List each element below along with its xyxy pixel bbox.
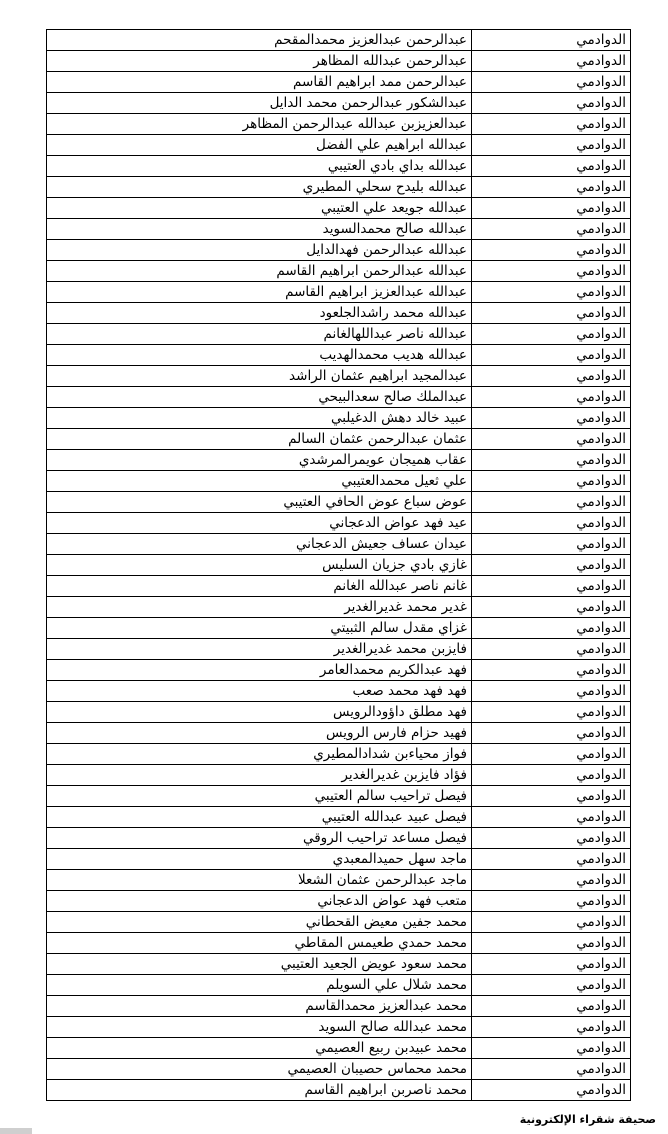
city-cell: الدوادمي [472,828,631,849]
table-row [47,156,631,177]
table-row [47,870,631,891]
city-cell: الدوادمي [472,744,631,765]
name-cell: علي ثعيل محمدالعتيبي [47,471,472,492]
name-cell: محمد عبيدبن ربيع العصيمي [47,1038,472,1059]
city-cell: الدوادمي [472,513,631,534]
name-cell: محمد سعود عويض الجعيد العتيبي [47,954,472,975]
name-cell: عبدالله ابراهيم علي الفضل [47,135,472,156]
table-row [47,51,631,72]
table-row [47,324,631,345]
city-cell: الدوادمي [472,1080,631,1101]
city-cell: الدوادمي [472,891,631,912]
name-cell: عثمان عبدالرحمن عثمان السالم [47,429,472,450]
city-cell: الدوادمي [472,534,631,555]
table-row [47,429,631,450]
city-cell: الدوادمي [472,870,631,891]
city-cell: الدوادمي [472,366,631,387]
city-cell: الدوادمي [472,282,631,303]
city-cell: الدوادمي [472,849,631,870]
name-cell: غزاي مقدل سالم الثبيتي [47,618,472,639]
city-cell: الدوادمي [472,975,631,996]
table-row [47,807,631,828]
name-cell: عبدالرحمن عبدالله المظاهر [47,51,472,72]
name-cell: فيصل تراحيب سالم العتيبي [47,786,472,807]
name-cell: محمد حمدي طعيمس المقاطي [47,933,472,954]
table-row [47,471,631,492]
name-cell: فؤاد فايزبن غديرالغدير [47,765,472,786]
table-row [47,639,631,660]
name-cell: فيصل مساعد تراحيب الروقي [47,828,472,849]
city-cell: الدوادمي [472,303,631,324]
name-cell: محمد جفين معيض القحطاني [47,912,472,933]
city-cell: الدوادمي [472,576,631,597]
name-cell: محمد ناصربن ابراهيم القاسم [47,1080,472,1101]
name-cell: عوض سباع عوض الحافي العتيبي [47,492,472,513]
name-cell: عبدالله هديب محمدالهديب [47,345,472,366]
name-cell: عبدالمجيد ابراهيم عثمان الراشد [47,366,472,387]
name-cell: ماجد عبدالرحمن عثمان الشعلا [47,870,472,891]
name-cell: فهد فهد محمد صعب [47,681,472,702]
table-row [47,660,631,681]
table-row [47,702,631,723]
name-cell: محمد عبدالله صالح السويد [47,1017,472,1038]
table-row [47,387,631,408]
table-row [47,261,631,282]
city-cell: الدوادمي [472,933,631,954]
table-row [47,1017,631,1038]
name-cell: فهيد حزام فارس الرويس [47,723,472,744]
table-row [47,534,631,555]
table-row [47,450,631,471]
city-cell: الدوادمي [472,996,631,1017]
city-cell: الدوادمي [472,723,631,744]
city-cell: الدوادمي [472,114,631,135]
city-cell: الدوادمي [472,387,631,408]
name-cell: غانم ناصر عبدالله الغانم [47,576,472,597]
table-row [47,681,631,702]
name-cell: محمد شلال علي السويلم [47,975,472,996]
name-cell: عبدالله عبدالرحمن فهدالدايل [47,240,472,261]
name-cell: عيدان عساف جعيش الدعجاني [47,534,472,555]
table-row [47,912,631,933]
table-row [47,93,631,114]
table-row [47,492,631,513]
table-row [47,828,631,849]
names-sheet [46,29,626,1101]
table-row [47,1080,631,1101]
name-cell: فهد عبدالكريم محمدالعامر [47,660,472,681]
name-cell: عبدالله جويعد علي العتيبي [47,198,472,219]
city-cell: الدوادمي [472,492,631,513]
name-cell: عيد فهد عواض الدعجاني [47,513,472,534]
name-cell: عبدالعزيزبن عبدالله عبدالرحمن المظاهر [47,114,472,135]
name-cell: عبدالملك صالح سعدالبيحي [47,387,472,408]
city-cell: الدوادمي [472,681,631,702]
table-row [47,975,631,996]
name-cell: عبدالرحمن عبدالعزيز محمدالمقحم [47,30,472,51]
city-cell: الدوادمي [472,93,631,114]
city-cell: الدوادمي [472,450,631,471]
table-row [47,786,631,807]
name-cell: محمد عبدالعزيز محمدالقاسم [47,996,472,1017]
table-row [47,366,631,387]
table-row [47,933,631,954]
table-row [47,555,631,576]
table-row [47,114,631,135]
city-cell: الدوادمي [472,408,631,429]
table-row [47,135,631,156]
city-cell: الدوادمي [472,954,631,975]
city-cell: الدوادمي [472,555,631,576]
name-cell: محمد محماس حصيبان العصيمي [47,1059,472,1080]
city-cell: الدوادمي [472,51,631,72]
city-cell: الدوادمي [472,240,631,261]
table-row [47,345,631,366]
table-row [47,177,631,198]
city-cell: الدوادمي [472,807,631,828]
table-row [47,576,631,597]
table-row [47,1038,631,1059]
name-cell: عبيد خالد دهش الدغيلبي [47,408,472,429]
table-row [47,240,631,261]
city-cell: الدوادمي [472,702,631,723]
city-cell: الدوادمي [472,618,631,639]
name-cell: ماجد سهل حميدالمعبدي [47,849,472,870]
city-cell: الدوادمي [472,1017,631,1038]
name-cell: عبدالله محمد راشدالجلعود [47,303,472,324]
name-cell: فهد مطلق داؤودالرويس [47,702,472,723]
table-row [47,765,631,786]
name-cell: عبدالشكور عبدالرحمن محمد الدايل [47,93,472,114]
city-cell: الدوادمي [472,786,631,807]
city-cell: الدوادمي [472,30,631,51]
city-cell: الدوادمي [472,219,631,240]
name-cell: عبدالله صالح محمدالسويد [47,219,472,240]
name-cell: فيصل عبيد عبدالله العتيبي [47,807,472,828]
name-cell: متعب فهد عواض الدعجاني [47,891,472,912]
table-row [47,954,631,975]
table-row [47,1059,631,1080]
city-cell: الدوادمي [472,1038,631,1059]
city-cell: الدوادمي [472,429,631,450]
city-cell: الدوادمي [472,135,631,156]
table-row [47,723,631,744]
table-row [47,303,631,324]
name-cell: فواز محياءبن شدادالمطيري [47,744,472,765]
table-row [47,849,631,870]
city-cell: الدوادمي [472,324,631,345]
name-cell: غازي بادي جزيان السليس [47,555,472,576]
city-cell: الدوادمي [472,912,631,933]
table-row [47,597,631,618]
name-cell: عبدالرحمن ممد ابراهيم القاسم [47,72,472,93]
table-row [47,744,631,765]
city-cell: الدوادمي [472,471,631,492]
name-cell: عبدالله ناصر عبداللهالغانم [47,324,472,345]
city-cell: الدوادمي [472,72,631,93]
city-cell: الدوادمي [472,639,631,660]
names-table-body [47,30,631,1101]
names-table [46,29,631,1101]
city-cell: الدوادمي [472,1059,631,1080]
name-cell: عبدالله بليدح سحلي المطيري [47,177,472,198]
page-edge-mark [0,1128,32,1134]
city-cell: الدوادمي [472,198,631,219]
table-row [47,891,631,912]
city-cell: الدوادمي [472,765,631,786]
city-cell: الدوادمي [472,660,631,681]
name-cell: عقاب هميجان عويمرالمرشدي [47,450,472,471]
city-cell: الدوادمي [472,177,631,198]
table-row [47,30,631,51]
name-cell: فايزبن محمد غديرالغدير [47,639,472,660]
table-row [47,618,631,639]
table-row [47,72,631,93]
city-cell: الدوادمي [472,345,631,366]
city-cell: الدوادمي [472,261,631,282]
newspaper-watermark: صحيفة شقراء الإلكترونية [519,1113,656,1126]
city-cell: الدوادمي [472,597,631,618]
table-row [47,996,631,1017]
name-cell: غدير محمد غديرالغدير [47,597,472,618]
table-row [47,408,631,429]
city-cell: الدوادمي [472,156,631,177]
name-cell: عبدالله بداي بادي العتيبي [47,156,472,177]
table-row [47,513,631,534]
table-row [47,198,631,219]
table-row [47,219,631,240]
name-cell: عبدالله عبدالعزيز ابراهيم القاسم [47,282,472,303]
name-cell: عبدالله عبدالرحمن ابراهيم القاسم [47,261,472,282]
table-row [47,282,631,303]
